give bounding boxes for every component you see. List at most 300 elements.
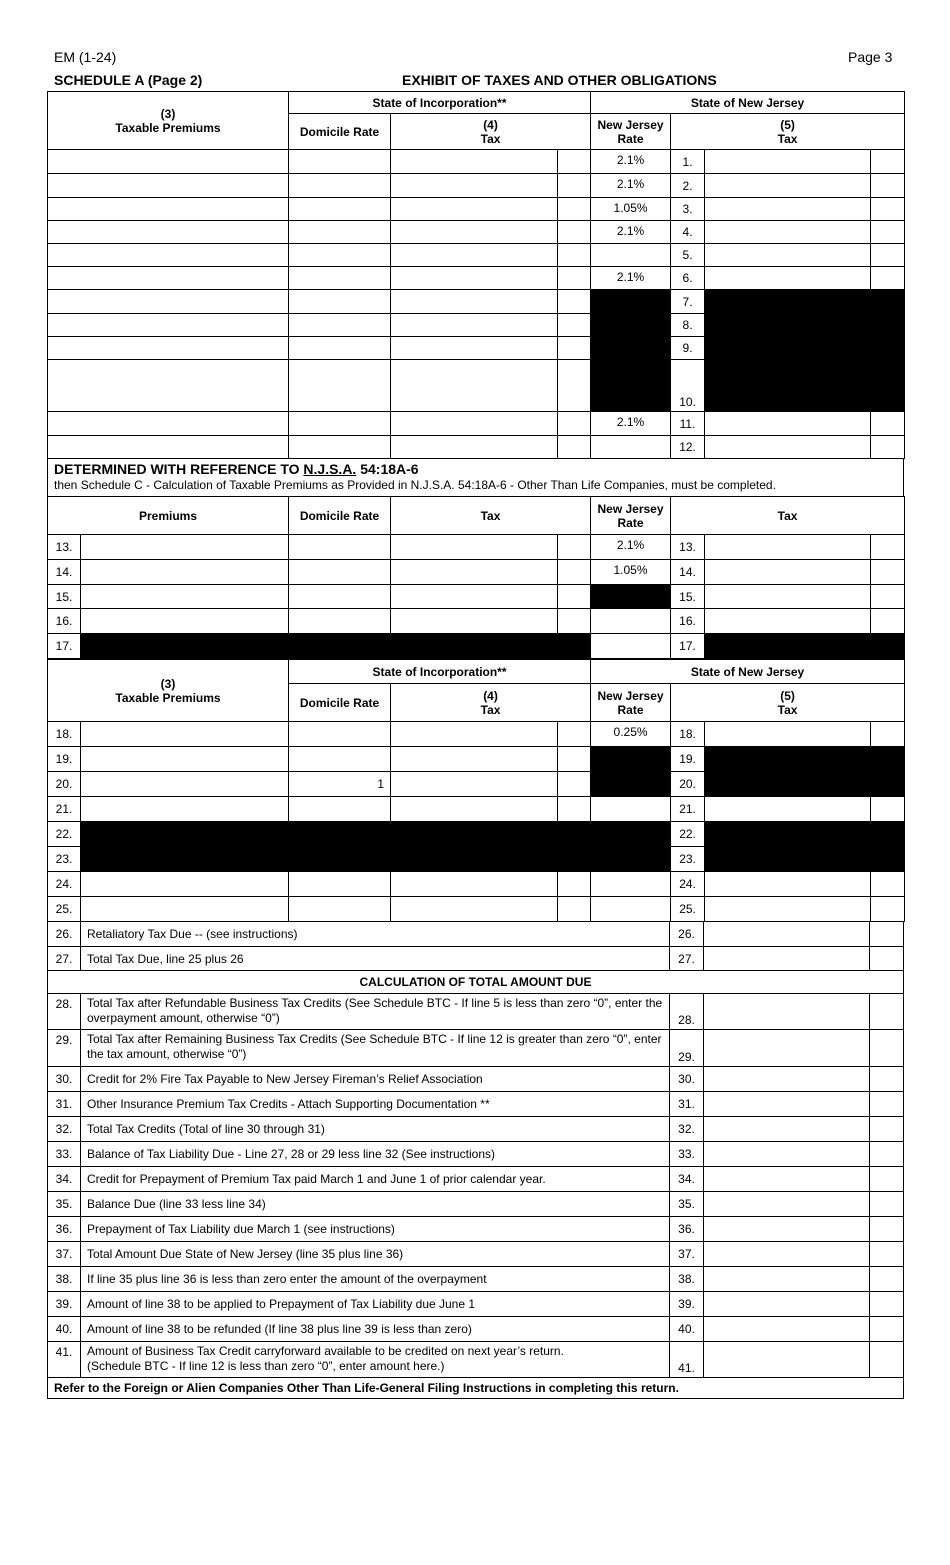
nj-rate: 1.05% <box>591 198 671 221</box>
line-40-amount-input[interactable] <box>704 1317 870 1342</box>
line-32-amount-input[interactable] <box>704 1117 870 1142</box>
line-number: 11. <box>671 412 705 436</box>
line-33-amount-input[interactable] <box>704 1142 870 1167</box>
section1-row <box>48 174 905 198</box>
nj-rate <box>591 436 671 459</box>
line-number: 37. <box>670 1242 704 1267</box>
line-number: 5. <box>671 244 705 267</box>
nj-tax-input[interactable] <box>705 872 871 897</box>
section2-row <box>48 634 905 659</box>
incorp-tax-input[interactable] <box>391 535 558 560</box>
state-nj-header: State of New Jersey <box>591 92 905 114</box>
line-number: 14. <box>671 560 705 585</box>
incorp-tax-cents-input[interactable] <box>558 897 591 922</box>
nj-tax-cents-input[interactable] <box>871 150 905 174</box>
incorp-tax-input[interactable] <box>391 585 558 609</box>
nj-tax-input[interactable] <box>705 244 871 267</box>
incorp-tax-input[interactable] <box>391 609 558 634</box>
nj-tax-input[interactable] <box>705 609 871 634</box>
nj-rate <box>591 897 671 922</box>
line-34-row <box>48 1167 904 1192</box>
domicile-rate-input[interactable] <box>289 360 391 412</box>
line-34-amount-input[interactable] <box>704 1167 870 1192</box>
domicile-rate-input <box>289 634 391 659</box>
incorp-tax-cents-input[interactable] <box>558 244 591 267</box>
domicile-rate-input <box>289 822 391 847</box>
incorp-tax-cents-input[interactable] <box>558 360 591 412</box>
line-number: 28. <box>48 994 81 1030</box>
nj-tax-input[interactable] <box>705 560 871 585</box>
taxable-premiums-input[interactable] <box>81 897 289 922</box>
line-number: 30. <box>48 1067 81 1092</box>
line-27-amount-input[interactable] <box>704 947 870 971</box>
line-number: 22. <box>48 822 81 847</box>
nj-tax-input[interactable] <box>705 436 871 459</box>
nj-rate <box>591 772 671 797</box>
col5-header-2: (5) Tax <box>671 684 905 722</box>
line-number: 34. <box>48 1167 81 1192</box>
nj-tax-input[interactable] <box>705 722 871 747</box>
nj-tax-cents-input[interactable] <box>871 244 905 267</box>
line-number: 25. <box>671 897 705 922</box>
line-32-row <box>48 1117 904 1142</box>
domicile-rate-input[interactable] <box>289 337 391 360</box>
nj-tax-cents-input[interactable] <box>871 560 905 585</box>
line-26-row <box>48 922 904 947</box>
line-number: 19. <box>671 747 705 772</box>
nj-tax-cents-input <box>871 634 905 659</box>
line-36-cents-input[interactable] <box>870 1217 904 1242</box>
taxable-premiums-input[interactable] <box>48 244 289 267</box>
taxable-premiums-input <box>81 822 289 847</box>
line-number: 20. <box>671 772 705 797</box>
incorp-tax-input[interactable] <box>391 722 558 747</box>
domicile-rate-input[interactable] <box>289 797 391 822</box>
line-41-amount-input[interactable] <box>704 1342 870 1378</box>
calculation-table <box>47 921 904 1399</box>
nj-tax-cents-input[interactable] <box>871 797 905 822</box>
nj-rate: 2.1% <box>591 221 671 244</box>
section1-row <box>48 436 905 459</box>
incorp-tax-input[interactable] <box>391 244 558 267</box>
line-33-cents-input[interactable] <box>870 1142 904 1167</box>
nj-tax-input[interactable] <box>705 412 871 436</box>
line-28-amount-input[interactable] <box>704 994 870 1030</box>
domicile-rate-input[interactable] <box>289 198 391 221</box>
line-number: 13. <box>671 535 705 560</box>
nj-rate <box>591 585 671 609</box>
line-41-cents-input[interactable] <box>870 1342 904 1378</box>
domicile-rate-input[interactable] <box>289 872 391 897</box>
line-number: 32. <box>48 1117 81 1142</box>
domicile-rate-input[interactable]: 1 <box>289 772 391 797</box>
nj-tax-input[interactable] <box>705 150 871 174</box>
nj-tax-cents-input[interactable] <box>871 872 905 897</box>
line-number: 27. <box>670 947 704 971</box>
nj-tax-cents-input[interactable] <box>871 436 905 459</box>
incorp-tax-cents-input[interactable] <box>558 174 591 198</box>
incorp-tax-input[interactable] <box>391 267 558 290</box>
nj-tax-cents-input[interactable] <box>871 722 905 747</box>
nj-tax-cents-input[interactable] <box>871 412 905 436</box>
nj-rate <box>591 747 671 772</box>
nj-tax-cents-input[interactable] <box>871 535 905 560</box>
line-number: 40. <box>48 1317 81 1342</box>
line-number: 16. <box>48 609 81 634</box>
taxable-premiums-input[interactable] <box>48 150 289 174</box>
nj-rate <box>591 822 671 847</box>
incorp-tax-input <box>391 634 558 659</box>
nj-rate <box>591 360 671 412</box>
line-number: 39. <box>670 1292 704 1317</box>
line-text: If line 35 plus line 36 is less than zero enter the amount of the overpayment <box>81 1267 670 1292</box>
line-29-cents-input[interactable] <box>870 1030 904 1067</box>
section3-row <box>48 772 905 797</box>
taxable-premiums-input[interactable] <box>48 314 289 337</box>
line-number: 39. <box>48 1292 81 1317</box>
incorp-tax-input[interactable] <box>391 174 558 198</box>
line-text: Amount of Business Tax Credit carryforward available to be credited on next year’s return. (Schedule BTC - If line 12 is less than zero “0”, enter amount here.) <box>81 1342 670 1378</box>
nj-tax-cents-input[interactable] <box>871 198 905 221</box>
line-30-row <box>48 1067 904 1092</box>
line-number: 36. <box>48 1217 81 1242</box>
line-text: Balance Due (line 33 less line 34) <box>81 1192 670 1217</box>
nj-tax-input <box>705 747 871 772</box>
line-number: 29. <box>48 1030 81 1067</box>
incorp-tax-cents-input[interactable] <box>558 412 591 436</box>
line-number: 29. <box>670 1030 704 1067</box>
nj-tax-cents-input[interactable] <box>871 897 905 922</box>
incorp-tax-cents-input <box>558 822 591 847</box>
line-number: 9. <box>671 337 705 360</box>
nj-rate <box>591 847 671 872</box>
domicile-rate-input[interactable] <box>289 722 391 747</box>
taxable-premiums-input[interactable] <box>48 174 289 198</box>
section1-row <box>48 267 905 290</box>
line-37-cents-input[interactable] <box>870 1242 904 1267</box>
nj-tax-input[interactable] <box>705 535 871 560</box>
line-number: 7. <box>671 290 705 314</box>
line-28-cents-input[interactable] <box>870 994 904 1030</box>
incorp-tax-input[interactable] <box>391 290 558 314</box>
domicile-rate-input[interactable] <box>289 897 391 922</box>
taxable-premiums-input[interactable] <box>48 221 289 244</box>
nj-rate: 2.1% <box>591 174 671 198</box>
incorp-tax-cents-input <box>558 634 591 659</box>
exhibit-title: EXHIBIT OF TAXES AND OTHER OBLIGATIONS <box>402 72 717 88</box>
incorp-tax-cents-input[interactable] <box>558 872 591 897</box>
nj-tax-cents-input[interactable] <box>871 174 905 198</box>
nj-tax-input[interactable] <box>705 221 871 244</box>
domicile-rate-input[interactable] <box>289 290 391 314</box>
determined-heading: DETERMINED WITH REFERENCE TO N.J.S.A. 54:18A-6 <box>54 461 419 477</box>
line-37-amount-input[interactable] <box>704 1242 870 1267</box>
line-text: Credit for 2% Fire Tax Payable to New Jersey Fireman’s Relief Association <box>81 1067 670 1092</box>
line-number: 24. <box>48 872 81 897</box>
domicile-rate-input[interactable] <box>289 412 391 436</box>
nj-tax-input[interactable] <box>705 198 871 221</box>
incorp-tax-cents-input[interactable] <box>558 314 591 337</box>
col4-header: (4) Tax <box>391 114 591 150</box>
line-39-cents-input[interactable] <box>870 1292 904 1317</box>
incorp-tax-input[interactable] <box>391 221 558 244</box>
incorp-tax-cents-input[interactable] <box>558 772 591 797</box>
line-39-amount-input[interactable] <box>704 1292 870 1317</box>
line-38-row <box>48 1267 904 1292</box>
nj-tax-input[interactable] <box>705 797 871 822</box>
domicile-rate-input[interactable] <box>289 221 391 244</box>
incorp-tax-cents-input[interactable] <box>558 198 591 221</box>
domicile-rate-header-3: Domicile Rate <box>289 684 391 722</box>
domicile-rate-input[interactable] <box>289 747 391 772</box>
section2-row <box>48 585 905 609</box>
nj-tax-input <box>705 290 871 314</box>
domicile-rate-input[interactable] <box>289 150 391 174</box>
section2-row <box>48 535 905 560</box>
line-text: Total Tax Credits (Total of line 30 through 31) <box>81 1117 670 1142</box>
line-41-row <box>48 1342 904 1378</box>
line-30-amount-input[interactable] <box>704 1067 870 1092</box>
incorp-tax-input[interactable] <box>391 314 558 337</box>
incorp-tax-cents-input[interactable] <box>558 221 591 244</box>
nj-tax-cents-input[interactable] <box>871 267 905 290</box>
section2-row <box>48 609 905 634</box>
schedule-a-section-2 <box>47 496 905 659</box>
incorp-tax-input[interactable] <box>391 560 558 585</box>
incorp-tax-cents-input[interactable] <box>558 337 591 360</box>
line-35-row <box>48 1192 904 1217</box>
line-number: 32. <box>670 1117 704 1142</box>
premiums-header: Premiums <box>48 497 289 535</box>
taxable-premiums-input <box>81 847 289 872</box>
line-number: 13. <box>48 535 81 560</box>
domicile-rate-input[interactable] <box>289 267 391 290</box>
nj-rate <box>591 609 671 634</box>
section3-row <box>48 872 905 897</box>
line-number: 24. <box>671 872 705 897</box>
state-incorporation-header: State of Incorporation** <box>289 92 591 114</box>
incorp-tax-cents-input[interactable] <box>558 436 591 459</box>
nj-tax-cents-input <box>871 360 905 412</box>
incorp-tax-input[interactable] <box>391 436 558 459</box>
premiums-input <box>81 634 289 659</box>
taxable-premiums-input[interactable] <box>81 772 289 797</box>
line-31-amount-input[interactable] <box>704 1092 870 1117</box>
incorp-tax-cents-input[interactable] <box>558 560 591 585</box>
section3-row <box>48 747 905 772</box>
incorp-tax-cents-input <box>558 847 591 872</box>
nj-rate <box>591 337 671 360</box>
line-number: 23. <box>671 847 705 872</box>
line-26-amount-input[interactable] <box>704 922 870 947</box>
line-37-row <box>48 1242 904 1267</box>
line-number: 33. <box>48 1142 81 1167</box>
line-number: 18. <box>48 722 81 747</box>
section1-row <box>48 198 905 221</box>
nj-rate <box>591 872 671 897</box>
nj-rate: 2.1% <box>591 267 671 290</box>
taxable-premiums-input[interactable] <box>81 872 289 897</box>
taxable-premiums-input[interactable] <box>48 198 289 221</box>
domicile-rate-input[interactable] <box>289 436 391 459</box>
line-text: Amount of line 38 to be refunded (If line 38 plus line 39 is less than zero) <box>81 1317 670 1342</box>
determined-note <box>47 458 904 496</box>
page-number: Page 3 <box>848 49 893 65</box>
incorp-tax-cents-input[interactable] <box>558 150 591 174</box>
nj-rate-header: New Jersey Rate <box>591 114 671 150</box>
incorp-tax-input[interactable] <box>391 872 558 897</box>
line-number: 21. <box>671 797 705 822</box>
line-29-amount-input[interactable] <box>704 1030 870 1067</box>
taxable-premiums-input[interactable] <box>48 360 289 412</box>
nj-tax-cents-input <box>871 314 905 337</box>
taxable-premiums-input[interactable] <box>48 337 289 360</box>
incorp-tax-cents-input[interactable] <box>558 585 591 609</box>
section1-row <box>48 290 905 314</box>
line-number: 26. <box>48 922 81 947</box>
taxable-premiums-input[interactable] <box>81 722 289 747</box>
line-29-row <box>48 1030 904 1067</box>
incorp-tax-input[interactable] <box>391 747 558 772</box>
incorp-tax-cents-input[interactable] <box>558 267 591 290</box>
premiums-input[interactable] <box>81 609 289 634</box>
line-number: 18. <box>671 722 705 747</box>
nj-tax-cents-input[interactable] <box>871 585 905 609</box>
schedule-title: SCHEDULE A (Page 2) <box>54 72 203 88</box>
incorp-tax-input[interactable] <box>391 797 558 822</box>
incorp-tax-cents-input[interactable] <box>558 747 591 772</box>
taxable-premiums-input[interactable] <box>48 412 289 436</box>
line-number: 37. <box>48 1242 81 1267</box>
domicile-rate-input[interactable] <box>289 535 391 560</box>
line-number: 12. <box>671 436 705 459</box>
line-40-row <box>48 1317 904 1342</box>
domicile-rate-input[interactable] <box>289 609 391 634</box>
col4-header-2: (4) Tax <box>391 684 591 722</box>
line-number: 35. <box>48 1192 81 1217</box>
line-number: 34. <box>670 1167 704 1192</box>
incorp-tax-cents-input[interactable] <box>558 797 591 822</box>
line-number: 38. <box>670 1267 704 1292</box>
incorp-tax-input[interactable] <box>391 198 558 221</box>
section2-row <box>48 560 905 585</box>
incorp-tax-input[interactable] <box>391 772 558 797</box>
line-number: 30. <box>670 1067 704 1092</box>
line-number: 38. <box>48 1267 81 1292</box>
line-38-cents-input[interactable] <box>870 1267 904 1292</box>
line-35-amount-input[interactable] <box>704 1192 870 1217</box>
line-35-cents-input[interactable] <box>870 1192 904 1217</box>
domicile-rate-input[interactable] <box>289 244 391 267</box>
section1-row <box>48 221 905 244</box>
line-33-row <box>48 1142 904 1167</box>
line-number: 14. <box>48 560 81 585</box>
nj-tax-input <box>705 847 871 872</box>
state-nj-header-2: State of New Jersey <box>591 660 905 684</box>
premiums-input[interactable] <box>81 535 289 560</box>
line-39-row <box>48 1292 904 1317</box>
section1-row <box>48 337 905 360</box>
nj-tax-cents-input[interactable] <box>871 609 905 634</box>
incorp-tax-input[interactable] <box>391 412 558 436</box>
line-40-cents-input[interactable] <box>870 1317 904 1342</box>
nj-rate <box>591 244 671 267</box>
line-number: 33. <box>670 1142 704 1167</box>
nj-rate <box>591 290 671 314</box>
domicile-rate-input[interactable] <box>289 560 391 585</box>
taxable-premiums-input[interactable] <box>81 747 289 772</box>
premiums-input[interactable] <box>81 560 289 585</box>
incorp-tax-cents-input[interactable] <box>558 722 591 747</box>
nj-tax-cents-input <box>871 822 905 847</box>
line-number: 35. <box>670 1192 704 1217</box>
nj-tax-cents-input <box>871 772 905 797</box>
line-32-cents-input[interactable] <box>870 1117 904 1142</box>
nj-tax-input[interactable] <box>705 585 871 609</box>
line-text: Total Amount Due State of New Jersey (line 35 plus line 36) <box>81 1242 670 1267</box>
taxable-premiums-input[interactable] <box>81 797 289 822</box>
line-38-amount-input[interactable] <box>704 1267 870 1292</box>
incorp-tax-input[interactable] <box>391 360 558 412</box>
section3-row <box>48 797 905 822</box>
line-31-row <box>48 1092 904 1117</box>
premiums-input[interactable] <box>81 585 289 609</box>
incorp-tax-cents-input[interactable] <box>558 609 591 634</box>
nj-tax-input <box>705 337 871 360</box>
line-31-cents-input[interactable] <box>870 1092 904 1117</box>
section1-row <box>48 412 905 436</box>
state-incorporation-header-2: State of Incorporation** <box>289 660 591 684</box>
line-number: 2. <box>671 174 705 198</box>
nj-rate-header-3: New Jersey Rate <box>591 684 671 722</box>
line-number: 26. <box>670 922 704 947</box>
incorp-tax-cents-input[interactable] <box>558 290 591 314</box>
incorp-tax-input[interactable] <box>391 897 558 922</box>
line-number: 15. <box>671 585 705 609</box>
line-number: 31. <box>670 1092 704 1117</box>
domicile-rate-input[interactable] <box>289 585 391 609</box>
incorp-tax-input[interactable] <box>391 337 558 360</box>
line-number: 25. <box>48 897 81 922</box>
nj-tax-cents-input[interactable] <box>871 221 905 244</box>
taxable-premiums-input[interactable] <box>48 267 289 290</box>
nj-tax-input[interactable] <box>705 267 871 290</box>
nj-rate-header-2: New Jersey Rate <box>591 497 671 535</box>
incorp-tax-input[interactable] <box>391 150 558 174</box>
nj-tax-input <box>705 822 871 847</box>
taxable-premiums-input[interactable] <box>48 290 289 314</box>
incorp-tax-cents-input[interactable] <box>558 535 591 560</box>
line-36-amount-input[interactable] <box>704 1217 870 1242</box>
line-number: 10. <box>671 360 705 412</box>
nj-tax-input[interactable] <box>705 174 871 198</box>
section1-row <box>48 150 905 174</box>
line-36-row <box>48 1217 904 1242</box>
line-number: 17. <box>48 634 81 659</box>
line-number: 23. <box>48 847 81 872</box>
taxable-premiums-input[interactable] <box>48 436 289 459</box>
line-27-cents-input[interactable] <box>870 947 904 971</box>
line-30-cents-input[interactable] <box>870 1067 904 1092</box>
line-26-cents-input[interactable] <box>870 922 904 947</box>
domicile-rate-input[interactable] <box>289 314 391 337</box>
nj-rate <box>591 797 671 822</box>
nj-tax-cents-input <box>871 747 905 772</box>
nj-tax-input[interactable] <box>705 897 871 922</box>
line-34-cents-input[interactable] <box>870 1167 904 1192</box>
section1-row <box>48 314 905 337</box>
domicile-rate-input[interactable] <box>289 174 391 198</box>
